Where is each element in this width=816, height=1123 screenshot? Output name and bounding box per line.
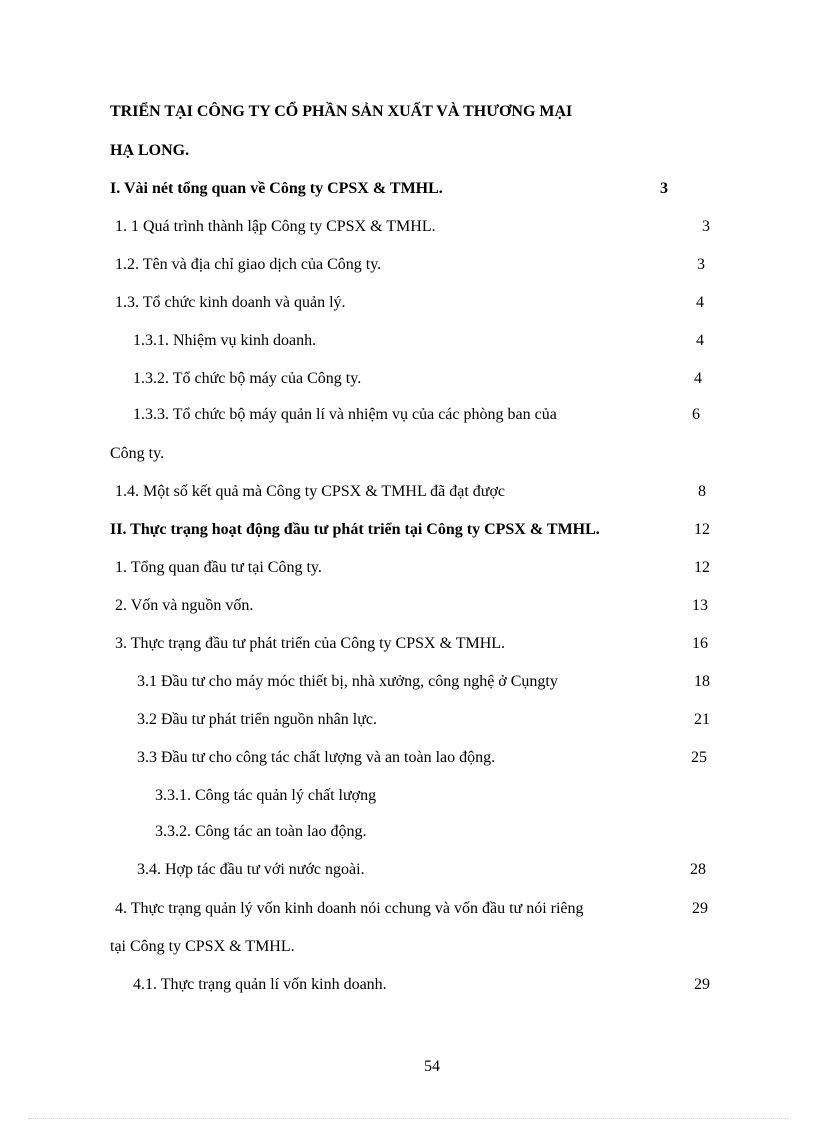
toc-entry-page: 4 [694, 370, 702, 387]
page-bottom-divider [28, 1118, 788, 1119]
toc-entry-text: 3.4. Hợp tác đầu tư với nước ngoài. [137, 861, 365, 878]
toc-entry-text: 3.1 Đầu tư cho máy móc thiết bị, nhà xưởng, công nghệ ở Cụngty [137, 673, 558, 690]
toc-entry-text: 3.3.2. Công tác an toàn lao động. [155, 823, 367, 840]
toc-entry-text: 1.3.2. Tổ chức bộ máy của Công ty. [133, 370, 362, 387]
toc-entry-text: 1.3. Tổ chức kinh doanh và quản lý. [115, 294, 346, 311]
toc-entry-page: 12 [694, 559, 710, 576]
toc-entry-text: 3.3.1. Công tác quản lý chất lượng [155, 787, 377, 804]
toc-entry-page: 4 [696, 332, 704, 349]
toc-entry-page: 4 [696, 294, 704, 311]
toc-entry-text: 3. Thực trạng đầu tư phát triển của Công ty CPSX & TMHL. [115, 635, 506, 652]
toc-entry-text-continued: Công ty. [110, 445, 165, 462]
toc-entry-page: 3 [702, 218, 710, 235]
toc-entry-page: 6 [692, 406, 700, 423]
toc-entry-text: 1.2. Tên và địa chỉ giao dịch của Công ty. [115, 256, 382, 273]
toc-entry-text: 4.1. Thực trạng quản lí vốn kinh doanh. [133, 976, 387, 993]
toc-entry-page: 18 [694, 673, 710, 690]
toc-entry-page: 3 [697, 256, 705, 273]
toc-entry-text: 4. Thực trạng quản lý vốn kinh doanh nói cchung và vốn đầu tư nói riêng [115, 900, 584, 917]
toc-entry-text: 1.3.1. Nhiệm vụ kinh doanh. [133, 332, 317, 349]
toc-entry-text-continued: tại Công ty CPSX & TMHL. [110, 938, 295, 955]
toc-entry-page: 13 [692, 597, 708, 614]
toc-entry-text: 1.4. Một số kết quả mà Công ty CPSX & TMHL đã đạt được [115, 483, 506, 500]
page-number: 54 [424, 1058, 440, 1075]
toc-entry-text: 2. Vốn và nguồn vốn. [115, 597, 254, 614]
toc-entry-text: 3.2 Đầu tư phát triển nguồn nhân lực. [137, 711, 377, 728]
toc-entry-page: 29 [694, 976, 710, 993]
toc-entry-page: 12 [694, 521, 710, 538]
toc-entry-text: 1.3.3. Tổ chức bộ máy quản lí và nhiệm vụ của các phòng ban của [133, 406, 557, 423]
toc-entry-page: 3 [660, 180, 668, 197]
toc-entry-text: II. Thực trạng hoạt động đầu tư phát triển tại Công ty CPSX & TMHL. [110, 521, 600, 538]
toc-entry-text: 1. Tổng quan đầu tư tại Công ty. [115, 559, 322, 576]
toc-entry-page: 8 [698, 483, 706, 500]
toc-entry-page: 28 [690, 861, 706, 878]
toc-entry-page: 21 [694, 711, 710, 728]
toc-entry-text: I. Vài nét tổng quan về Công ty CPSX & TMHL. [110, 180, 443, 197]
toc-entry-text: 3.3 Đầu tư cho công tác chất lượng và an toàn lao động. [137, 749, 496, 766]
toc-entry-page: 29 [692, 900, 708, 917]
toc-entry-text: 1. 1 Quá trình thành lập Công ty CPSX & TMHL. [115, 218, 436, 235]
toc-entry-page: 25 [691, 749, 707, 766]
toc-entry-page: 16 [692, 635, 708, 652]
toc-heading-line-1: TRIỂN TẠI CÔNG TY CỔ PHẦN SẢN XUẤT VÀ THƯƠNG MẠI [110, 103, 573, 120]
toc-heading-line-2: HẠ LONG. [110, 142, 190, 159]
